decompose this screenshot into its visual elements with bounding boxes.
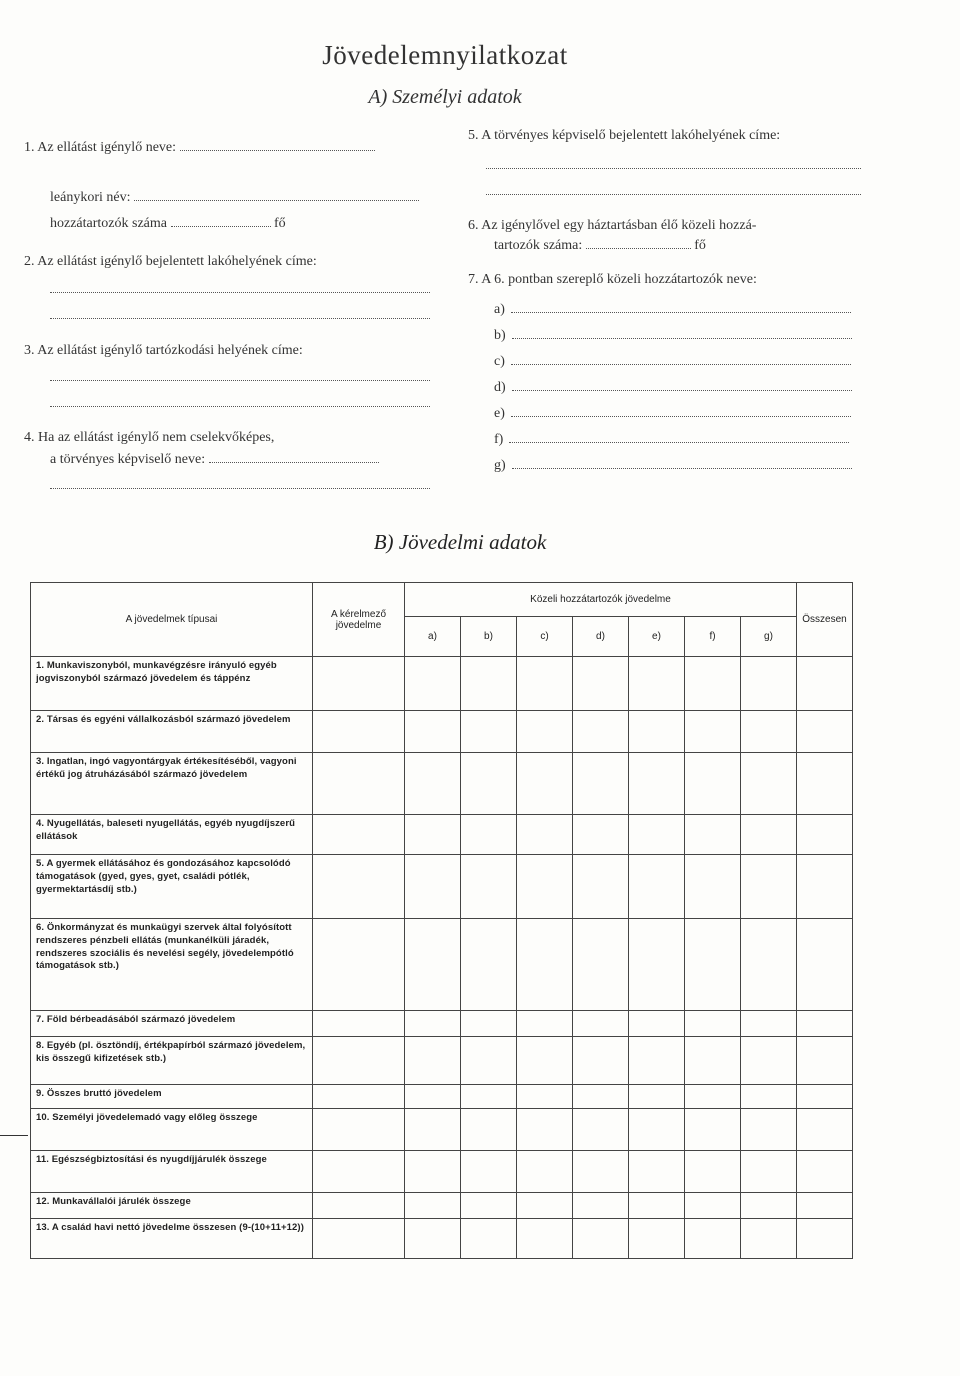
amount-cell[interactable] [741, 753, 797, 815]
blank-line[interactable] [50, 380, 430, 381]
field-label: Az ellátást igénylő tartózkodási helyének címe: [37, 343, 303, 358]
amount-cell[interactable] [573, 1151, 629, 1193]
amount-cell[interactable] [797, 753, 853, 815]
amount-cell[interactable] [517, 855, 573, 919]
amount-cell[interactable] [313, 855, 405, 919]
relative-letter: c) [494, 354, 505, 369]
amount-cell[interactable] [629, 1085, 685, 1109]
field-label: Ha az ellátást igénylő nem cselekvőképes, [38, 430, 275, 445]
amount-cell[interactable] [313, 1151, 405, 1193]
relative-name-line[interactable] [494, 458, 852, 474]
header-relatives-income: Közeli hozzátartozók jövedelme [405, 583, 797, 617]
relative-letter: b) [494, 328, 506, 343]
amount-cell[interactable] [797, 657, 853, 711]
amount-cell[interactable] [573, 1109, 629, 1151]
amount-cell[interactable] [685, 1037, 741, 1085]
income-type-label: 9. Összes bruttó jövedelem [31, 1085, 313, 1109]
amount-cell[interactable] [313, 1219, 405, 1259]
income-type-label: 11. Egészségbiztosítási és nyugdíjjárulék összege [31, 1151, 313, 1193]
field-label: hozzátartozók száma [50, 216, 167, 231]
field-household-relatives [468, 218, 756, 234]
field-label: A 6. pontban szereplő közeli hozzátartozók neve: [481, 272, 757, 287]
amount-cell[interactable] [517, 1037, 573, 1085]
table-row [31, 1011, 853, 1037]
amount-cell[interactable] [797, 1037, 853, 1085]
document-title: Jövedelemnyilatkozat [322, 40, 568, 70]
blank-line[interactable] [50, 488, 430, 489]
amount-cell[interactable] [685, 855, 741, 919]
amount-cell[interactable] [461, 1219, 517, 1259]
amount-cell[interactable] [313, 1011, 405, 1037]
amount-cell[interactable] [517, 753, 573, 815]
amount-cell[interactable] [741, 711, 797, 753]
relative-letter: g) [494, 458, 506, 473]
amount-cell[interactable] [797, 711, 853, 753]
amount-cell[interactable] [573, 1085, 629, 1109]
amount-cell[interactable] [685, 919, 741, 1011]
relative-name-line[interactable] [494, 354, 851, 370]
table-row [31, 1219, 853, 1259]
relative-name-line[interactable] [494, 406, 851, 422]
amount-cell[interactable] [313, 657, 405, 711]
amount-cell[interactable] [405, 1151, 461, 1193]
blank-line[interactable] [50, 406, 430, 407]
amount-cell[interactable] [573, 1011, 629, 1037]
amount-cell[interactable] [573, 1193, 629, 1219]
header-applicant-income: A kérelmező jövedelme [313, 583, 405, 657]
table-row [31, 657, 853, 711]
amount-cell[interactable] [573, 657, 629, 711]
table-row [31, 1193, 853, 1219]
blank-line[interactable] [50, 318, 430, 319]
amount-cell[interactable] [573, 711, 629, 753]
income-table [30, 582, 853, 1259]
field-suffix: fő [274, 216, 286, 231]
field-number: 7. [468, 272, 479, 287]
income-type-label: 8. Egyéb (pl. ösztöndíj, értékpapírból származó jövedelem, kis összegű kifizetések stb.) [31, 1037, 313, 1085]
amount-cell[interactable] [517, 1109, 573, 1151]
relative-letter: d) [494, 380, 506, 395]
amount-cell[interactable] [313, 1109, 405, 1151]
amount-cell[interactable] [797, 1193, 853, 1219]
amount-cell[interactable] [797, 815, 853, 855]
field-label: Az ellátást igénylő neve: [37, 140, 177, 155]
income-type-label: 13. A család havi nettó jövedelme összesen (9-(10+11+12)) [31, 1219, 313, 1259]
amount-cell[interactable] [741, 657, 797, 711]
amount-cell[interactable] [629, 657, 685, 711]
amount-cell[interactable] [629, 753, 685, 815]
amount-cell[interactable] [629, 1109, 685, 1151]
amount-cell[interactable] [685, 815, 741, 855]
amount-cell[interactable] [313, 1085, 405, 1109]
header-relative-letter: a) [405, 617, 461, 657]
amount-cell[interactable] [461, 1085, 517, 1109]
amount-cell[interactable] [741, 1219, 797, 1259]
field-relatives-count[interactable] [50, 216, 286, 232]
field-household-count[interactable] [494, 238, 706, 254]
table-row [31, 1037, 853, 1085]
amount-cell[interactable] [685, 657, 741, 711]
income-type-label: 5. A gyermek ellátásához és gondozásához kapcsolódó támogatások (gyed, gyes, gyet, családi pótlék, gyermektartásdíj stb.) [31, 855, 313, 919]
amount-cell[interactable] [741, 1085, 797, 1109]
field-label: Az ellátást igénylő bejelentett lakóhelyének címe: [37, 254, 317, 269]
amount-cell[interactable] [461, 855, 517, 919]
relative-letter: a) [494, 302, 505, 317]
field-number: 1. [24, 140, 35, 155]
field-suffix: fő [694, 238, 706, 253]
amount-cell[interactable] [685, 1109, 741, 1151]
table-row [31, 753, 853, 815]
amount-cell[interactable] [573, 815, 629, 855]
amount-cell[interactable] [741, 1109, 797, 1151]
amount-cell[interactable] [517, 1011, 573, 1037]
field-label: leánykori név: [50, 190, 131, 205]
relative-name-line[interactable] [494, 302, 851, 318]
amount-cell[interactable] [797, 1085, 853, 1109]
amount-cell[interactable] [461, 657, 517, 711]
amount-cell[interactable] [629, 1037, 685, 1085]
income-type-label: 7. Föld bérbeadásából származó jövedelem [31, 1011, 313, 1037]
amount-cell[interactable] [741, 1151, 797, 1193]
amount-cell[interactable] [629, 815, 685, 855]
amount-cell[interactable] [629, 711, 685, 753]
header-relative-letter: g) [741, 617, 797, 657]
header-total: Összesen [797, 583, 853, 657]
amount-cell[interactable] [405, 753, 461, 815]
amount-cell[interactable] [405, 815, 461, 855]
header-relative-letter: c) [517, 617, 573, 657]
amount-cell[interactable] [461, 753, 517, 815]
amount-cell[interactable] [741, 1011, 797, 1037]
amount-cell[interactable] [629, 855, 685, 919]
relative-name-line[interactable] [494, 432, 849, 448]
income-type-label: 1. Munkaviszonyból, munkavégzésre irányuló egyéb jogviszonyból származó jövedelem és táppénz [31, 657, 313, 711]
amount-cell[interactable] [517, 1193, 573, 1219]
amount-cell[interactable] [685, 1151, 741, 1193]
amount-cell[interactable] [313, 815, 405, 855]
blank-line[interactable] [50, 292, 430, 293]
field-residence-address [24, 343, 303, 359]
amount-cell[interactable] [629, 1219, 685, 1259]
amount-cell[interactable] [797, 855, 853, 919]
field-number: 4. [24, 430, 35, 445]
amount-cell[interactable] [685, 1085, 741, 1109]
amount-cell[interactable] [461, 815, 517, 855]
amount-cell[interactable] [461, 1011, 517, 1037]
amount-cell[interactable] [573, 1219, 629, 1259]
field-legal-rep-condition [24, 430, 274, 446]
amount-cell[interactable] [405, 1219, 461, 1259]
amount-cell[interactable] [573, 1037, 629, 1085]
amount-cell[interactable] [741, 1037, 797, 1085]
header-relative-letter: f) [685, 617, 741, 657]
table-row [31, 919, 853, 1011]
amount-cell[interactable] [629, 1151, 685, 1193]
amount-cell[interactable] [405, 657, 461, 711]
amount-cell[interactable] [741, 855, 797, 919]
income-type-label: 2. Társas és egyéni vállalkozásból származó jövedelem [31, 711, 313, 753]
amount-cell[interactable] [573, 919, 629, 1011]
table-row [31, 855, 853, 919]
amount-cell[interactable] [741, 1193, 797, 1219]
blank-line[interactable] [486, 194, 861, 195]
amount-cell[interactable] [405, 919, 461, 1011]
header-relative-letter: e) [629, 617, 685, 657]
table-row [31, 1085, 853, 1109]
section-b-heading: B) Jövedelmi adatok [373, 530, 547, 554]
amount-cell[interactable] [405, 711, 461, 753]
amount-cell[interactable] [629, 919, 685, 1011]
field-relatives-names [468, 272, 757, 288]
amount-cell[interactable] [629, 1011, 685, 1037]
amount-cell[interactable] [461, 711, 517, 753]
income-type-label: 4. Nyugellátás, baleseti nyugellátás, egyéb nyugdíjszerű ellátások [31, 815, 313, 855]
income-type-label: 3. Ingatlan, ingó vagyontárgyak értékesítéséből, vagyoni értékű jog átruházásából származó jövedelem [31, 753, 313, 815]
amount-cell[interactable] [685, 1193, 741, 1219]
amount-cell[interactable] [405, 1109, 461, 1151]
amount-cell[interactable] [517, 711, 573, 753]
amount-cell[interactable] [313, 1037, 405, 1085]
field-applicant-name[interactable] [24, 140, 375, 156]
amount-cell[interactable] [313, 1193, 405, 1219]
table-row [31, 815, 853, 855]
field-legal-rep-name[interactable] [50, 452, 379, 468]
relative-name-line[interactable] [494, 380, 852, 396]
amount-cell[interactable] [313, 711, 405, 753]
amount-cell[interactable] [685, 753, 741, 815]
blank-line[interactable] [486, 168, 861, 169]
relative-name-line[interactable] [494, 328, 852, 344]
amount-cell[interactable] [685, 1219, 741, 1259]
table-row [31, 711, 853, 753]
amount-cell[interactable] [629, 1193, 685, 1219]
field-number: 3. [24, 343, 35, 358]
amount-cell[interactable] [517, 815, 573, 855]
margin-line [0, 1135, 28, 1136]
field-number: 6. [468, 218, 479, 233]
amount-cell[interactable] [517, 1151, 573, 1193]
amount-cell[interactable] [313, 753, 405, 815]
amount-cell[interactable] [517, 657, 573, 711]
field-label: Az igénylővel egy háztartásban élő közeli hozzá- [481, 218, 757, 233]
amount-cell[interactable] [461, 1109, 517, 1151]
amount-cell[interactable] [405, 1011, 461, 1037]
income-type-label: 12. Munkavállalói járulék összege [31, 1193, 313, 1219]
amount-cell[interactable] [573, 753, 629, 815]
amount-cell[interactable] [405, 1037, 461, 1085]
table-row [31, 1109, 853, 1151]
amount-cell[interactable] [461, 919, 517, 1011]
amount-cell[interactable] [405, 1193, 461, 1219]
amount-cell[interactable] [685, 1011, 741, 1037]
amount-cell[interactable] [461, 1037, 517, 1085]
field-maiden-name[interactable] [50, 190, 419, 206]
amount-cell[interactable] [517, 919, 573, 1011]
amount-cell[interactable] [313, 919, 405, 1011]
amount-cell[interactable] [517, 1085, 573, 1109]
field-label: tartozók száma: [494, 238, 583, 253]
amount-cell[interactable] [461, 1193, 517, 1219]
table-row [31, 1151, 853, 1193]
field-legal-rep-address [468, 128, 780, 144]
amount-cell[interactable] [461, 1151, 517, 1193]
amount-cell[interactable] [685, 711, 741, 753]
header-relative-letter: b) [461, 617, 517, 657]
income-type-label: 6. Önkormányzat és munkaügyi szervek által folyósított rendszeres pénzbeli ellátás (munkanélküli járadék, rendszeres szociális és nevelési segély, jövedelempótló támogatások stb.) [31, 919, 313, 1011]
amount-cell[interactable] [797, 1219, 853, 1259]
amount-cell[interactable] [797, 919, 853, 1011]
amount-cell[interactable] [517, 1219, 573, 1259]
header-relative-letter: d) [573, 617, 629, 657]
amount-cell[interactable] [405, 1085, 461, 1109]
field-applicant-address [24, 254, 317, 270]
amount-cell[interactable] [741, 815, 797, 855]
section-a-heading: A) Személyi adatok [368, 86, 522, 108]
relative-letter: e) [494, 406, 505, 421]
field-label: A törvényes képviselő bejelentett lakóhelyének címe: [481, 128, 781, 143]
amount-cell[interactable] [797, 1109, 853, 1151]
amount-cell[interactable] [797, 1151, 853, 1193]
header-income-types: A jövedelmek típusai [31, 583, 313, 657]
amount-cell[interactable] [573, 855, 629, 919]
relative-letter: f) [494, 432, 504, 447]
field-label: a törvényes képviselő neve: [50, 452, 206, 467]
amount-cell[interactable] [405, 855, 461, 919]
field-number: 5. [468, 128, 479, 143]
amount-cell[interactable] [741, 919, 797, 1011]
income-type-label: 10. Személyi jövedelemadó vagy előleg összege [31, 1109, 313, 1151]
field-number: 2. [24, 254, 35, 269]
amount-cell[interactable] [797, 1011, 853, 1037]
